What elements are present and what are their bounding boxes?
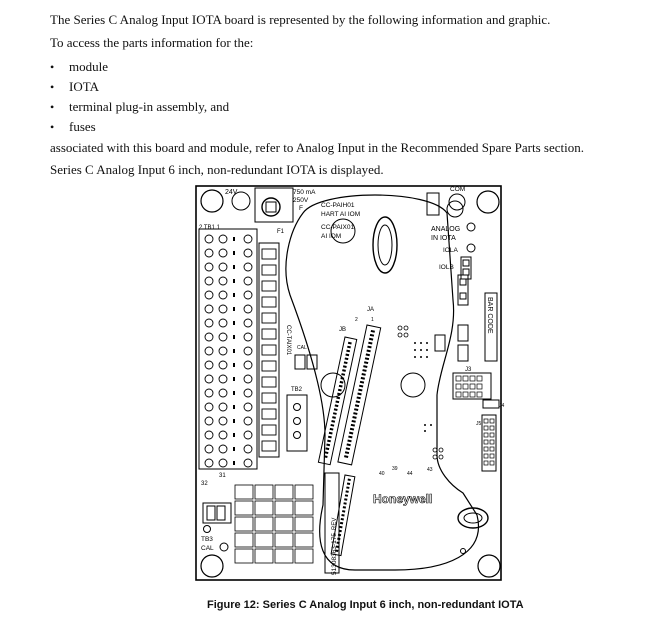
label-pin-40: 40: [379, 471, 385, 477]
label-pin-2: 2: [355, 317, 358, 323]
access-text: To access the parts information for the:: [50, 35, 254, 50]
list-item: • module: [50, 59, 108, 74]
label-ja: JA: [367, 307, 375, 313]
label-cal-left: CAL: [201, 545, 214, 552]
label-iola: IOLA: [443, 247, 458, 254]
bullet-icon: •: [50, 60, 55, 74]
label-24v: 24V: [225, 189, 238, 196]
label-tb1: 2 TB1 1: [199, 225, 220, 231]
label-in-iota: IN IOTA: [431, 235, 456, 242]
parts-bullet-list: [50, 57, 229, 137]
module-label-2: CC-PAIX01: [321, 224, 355, 231]
label-j3: J3: [465, 367, 472, 373]
list-item: • fuses: [50, 119, 96, 134]
label-tb3: TB3: [201, 536, 213, 543]
board-outline: [196, 186, 501, 580]
module-label-2b: AI IOM: [321, 233, 342, 240]
label-iolb: IOLB: [439, 264, 454, 271]
module-label-1: CC-PAIH01: [321, 202, 355, 209]
fuse-cap: [266, 202, 276, 212]
honeywell-logo: Honeywell: [373, 492, 433, 506]
intro-text: The Series C Analog Input IOTA board is represented by the following information and graphic.: [50, 12, 551, 27]
label-pin-31: 31: [219, 473, 226, 479]
label-tb2: TB2: [291, 387, 303, 393]
label-cal-mid: CAL: [297, 345, 307, 351]
display-text: Series C Analog Input 6 inch, non-redundant IOTA is displayed.: [50, 162, 384, 177]
fuse-rating-1: 750 mA: [293, 189, 316, 196]
board-drawing: [195, 185, 513, 582]
label-pin-43: 43: [427, 467, 433, 473]
module-label-1b: HART AI IOM: [321, 211, 361, 218]
bullet-icon: •: [50, 80, 55, 94]
vertical-part-label: CC-TAIX01: [285, 325, 291, 356]
label-f1: F1: [277, 229, 285, 235]
associated-text: associated with this board and module, refer to Analog Input in the Recommended Spare Parts section.: [50, 140, 584, 155]
list-item: • terminal plug-in assembly, and: [50, 99, 230, 114]
fuse-rating-3: F: [299, 205, 303, 212]
label-j5: J5: [476, 421, 482, 427]
label-analog: ANALOG: [431, 226, 461, 233]
iota-board-figure: [195, 185, 513, 582]
label-jb: JB: [339, 327, 347, 333]
label-pin-44: 44: [407, 471, 413, 477]
bullet-icon: •: [50, 120, 55, 134]
label-bar-code: BAR CODE: [486, 297, 493, 334]
label-j4: J4: [499, 403, 505, 409]
list-item: • IOTA: [50, 79, 100, 94]
label-com: COM: [450, 186, 466, 193]
figure-caption: Figure 12: Series C Analog Input 6 inch, non-redundant IOTA: [207, 599, 524, 611]
bullet-icon: •: [50, 100, 55, 114]
part-number-label: 51308363-175: [331, 533, 338, 575]
rev-label: REV: [332, 517, 338, 530]
fuse-rating-2: 250V: [293, 197, 309, 204]
label-pin-32: 32: [201, 481, 208, 487]
label-pin-39: 39: [392, 466, 398, 472]
label-pin-1: 1: [371, 317, 374, 323]
